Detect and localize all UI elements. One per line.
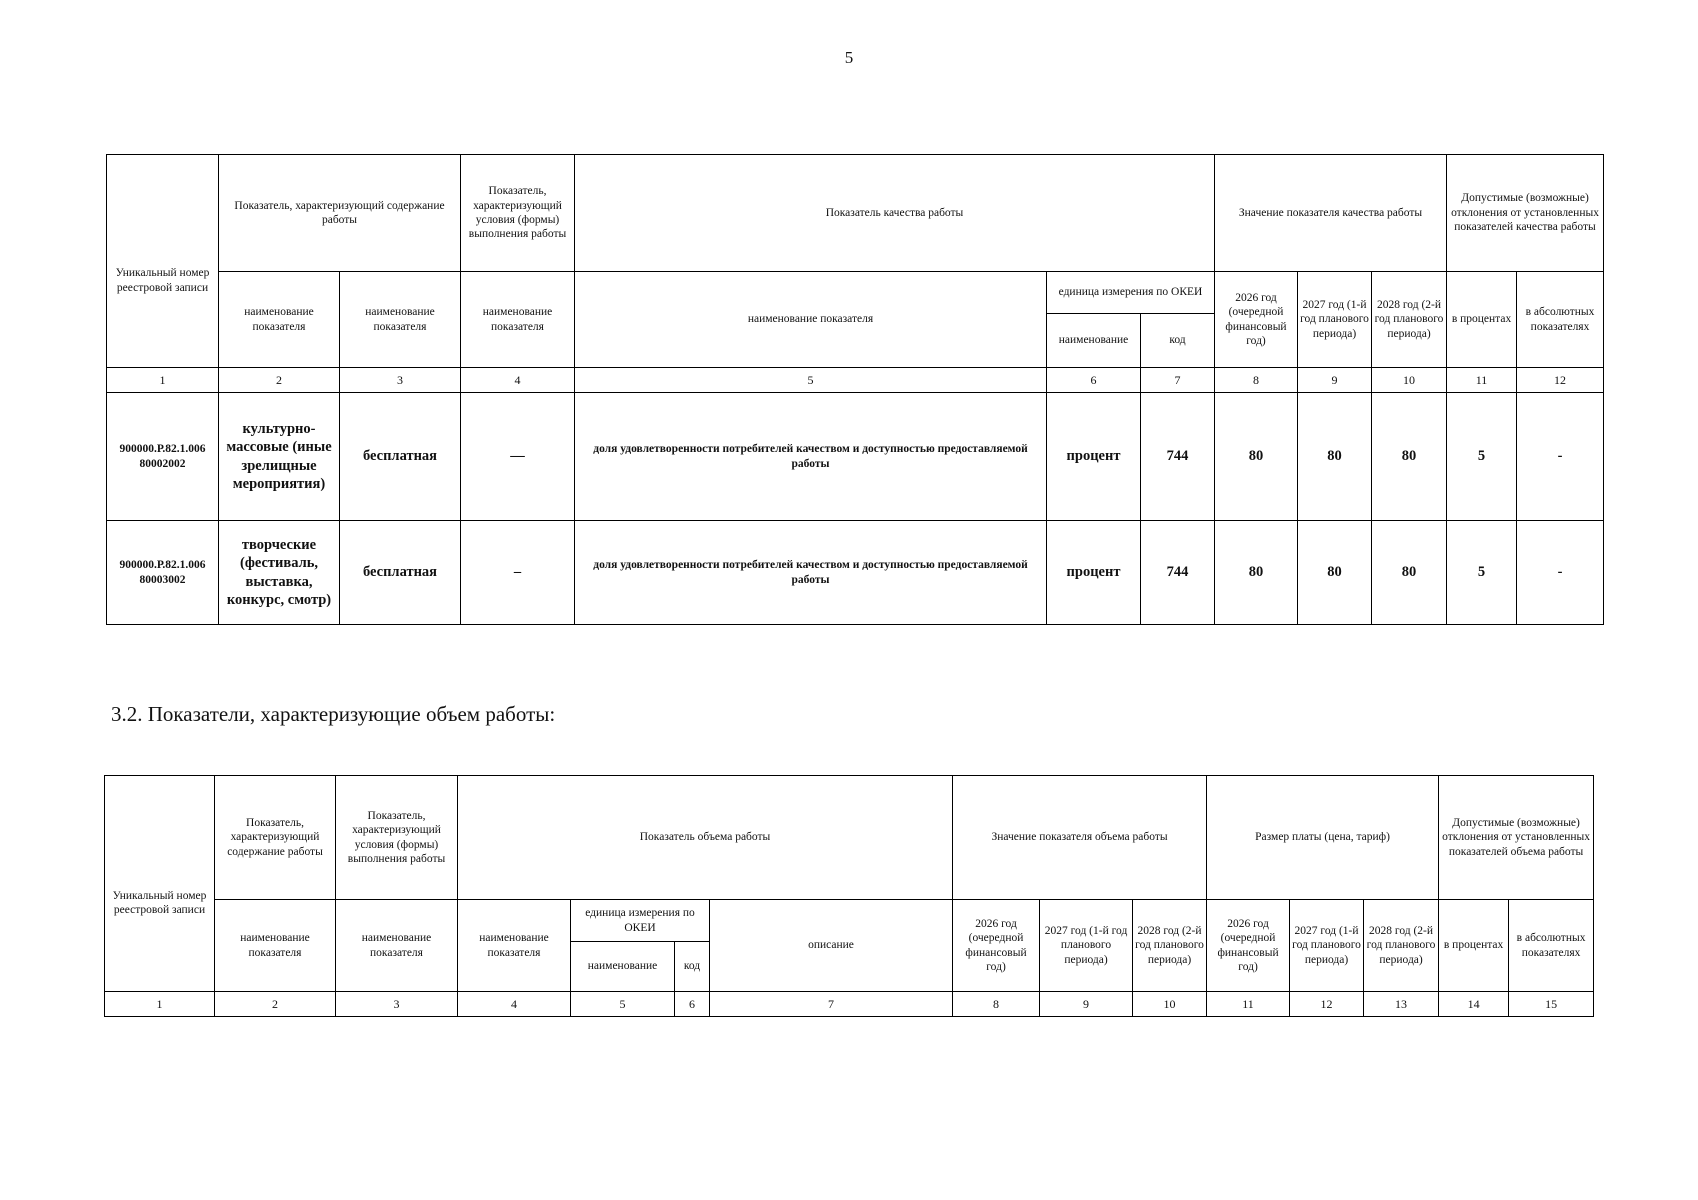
header-okei-unit: единица измерения по ОКЕИ [571,900,710,942]
indicator-name-value: доля удовлетворенности потребителей качеством и доступностью предоставляемой работы [575,521,1047,625]
header-indicator-name-1: наименование показателя [215,900,336,992]
header-year-2026: 2026 год (очередной финансовый год) [1215,272,1298,368]
header-condition-indicator: Показатель, характеризующий условия (формы) выполнения работы [461,155,575,272]
condition-value: бесплатная [340,521,461,625]
column-number: 5 [575,368,1047,393]
header-volume-value: Значение показателя объема работы [953,776,1207,900]
column-number: 1 [107,368,219,393]
header-quality-indicator: Показатель качества работы [575,155,1215,272]
header-volume-indicator: Показатель объема работы [458,776,953,900]
header-year-2027: 2027 год (1-й год планового периода) [1298,272,1372,368]
column-number: 11 [1447,368,1517,393]
indicator-name-value: доля удовлетворенности потребителей качеством и доступностью предоставляемой работы [575,393,1047,521]
column-number: 8 [953,992,1040,1017]
column-number: 6 [675,992,710,1017]
header-year-2028: 2028 год (2-й год планового периода) [1372,272,1447,368]
quality-indicators-table [106,154,1604,625]
column-number: 10 [1133,992,1207,1017]
value-2026: 80 [1215,393,1298,521]
deviation-percent: 5 [1447,393,1517,521]
condition-value: бесплатная [340,393,461,521]
value-2026: 80 [1215,521,1298,625]
registry-number: 900000.Р.82.1.006 80002002 [107,393,219,521]
column-numbers-row [105,992,1594,1017]
header-description: описание [710,900,953,992]
column-number: 10 [1372,368,1447,393]
content-value: творческие (фестиваль, выставка, конкурс, смотр) [219,521,340,625]
column-number: 4 [458,992,571,1017]
column-number: 3 [336,992,458,1017]
header-year-2027: 2027 год (1-й год планового периода) [1040,900,1133,992]
condition-indicator-value: – [461,521,575,625]
column-number: 8 [1215,368,1298,393]
column-number: 12 [1517,368,1604,393]
header-content-indicator: Показатель, характеризующий содержание работы [215,776,336,900]
column-number: 9 [1040,992,1133,1017]
table-row [107,521,1604,625]
column-number: 7 [710,992,953,1017]
deviation-absolute: - [1517,521,1604,625]
section-title: 3.2. Показатели, характеризующие объем работы: [111,702,556,726]
code-value: 744 [1141,521,1215,625]
header-fee-2027: 2027 год (1-й год планового периода) [1290,900,1364,992]
column-number: 5 [571,992,675,1017]
column-number: 9 [1298,368,1372,393]
column-number: 14 [1439,992,1509,1017]
header-fee: Размер платы (цена, тариф) [1207,776,1439,900]
header-in-percent: в процентах [1447,272,1517,368]
header-indicator-name-1: наименование показателя [219,272,340,368]
registry-number: 900000.Р.82.1.006 80003002 [107,521,219,625]
header-indicator-name-2: наименование показателя [340,272,461,368]
column-number: 15 [1509,992,1594,1017]
header-okei-name: наименование [571,942,675,992]
header-year-2026: 2026 год (очередной финансовый год) [953,900,1040,992]
header-indicator-name-3: наименование показателя [458,900,571,992]
header-year-2028: 2028 год (2-й год планового периода) [1133,900,1207,992]
value-2027: 80 [1298,393,1372,521]
header-in-absolute: в абсолютных показателях [1517,272,1604,368]
deviation-percent: 5 [1447,521,1517,625]
column-number: 1 [105,992,215,1017]
value-2028: 80 [1372,521,1447,625]
value-2027: 80 [1298,521,1372,625]
header-deviations: Допустимые (возможные) отклонения от установленных показателей качества работы [1447,155,1604,272]
header-unique-number: Уникальный номер реестровой записи [107,155,219,368]
code-value: 744 [1141,393,1215,521]
column-numbers-row [107,368,1604,393]
column-number: 11 [1207,992,1290,1017]
header-content-indicator: Показатель, характеризующий содержание работы [219,155,461,272]
header-in-absolute: в абсолютных показателях [1509,900,1594,992]
header-quality-value: Значение показателя качества работы [1215,155,1447,272]
header-deviations: Допустимые (возможные) отклонения от установленных показателей объема работы [1439,776,1594,900]
condition-indicator-value: — [461,393,575,521]
content-value: культурно-массовые (иные зрелищные мероприятия) [219,393,340,521]
column-number: 3 [340,368,461,393]
header-indicator-name-main: наименование показателя [575,272,1047,368]
column-number: 12 [1290,992,1364,1017]
volume-indicators-table [104,775,1594,1017]
header-fee-2028: 2028 год (2-й год планового периода) [1364,900,1439,992]
column-number: 13 [1364,992,1439,1017]
column-number: 2 [215,992,336,1017]
header-condition-indicator: Показатель, характеризующий условия (формы) выполнения работы [336,776,458,900]
column-number: 2 [219,368,340,393]
column-number: 7 [1141,368,1215,393]
column-number: 6 [1047,368,1141,393]
header-unique-number: Уникальный номер реестровой записи [105,776,215,992]
header-okei-code: код [1141,314,1215,368]
header-okei-code: код [675,942,710,992]
header-okei-name: наименование [1047,314,1141,368]
header-okei-unit: единица измерения по ОКЕИ [1047,272,1215,314]
page-number: 5 [844,48,854,67]
value-2028: 80 [1372,393,1447,521]
header-in-percent: в процентах [1439,900,1509,992]
header-fee-2026: 2026 год (очередной финансовый год) [1207,900,1290,992]
deviation-absolute: - [1517,393,1604,521]
table-row [107,393,1604,521]
unit-value: процент [1047,521,1141,625]
unit-value: процент [1047,393,1141,521]
column-number: 4 [461,368,575,393]
header-indicator-name-3: наименование показателя [461,272,575,368]
header-indicator-name-2: наименование показателя [336,900,458,992]
